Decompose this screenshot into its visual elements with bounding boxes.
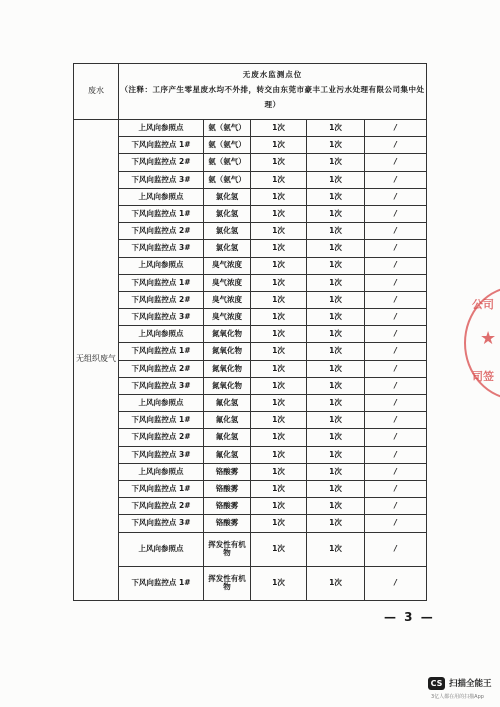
monitoring-point: 上风向参照点 (119, 463, 204, 480)
table-row (74, 480, 427, 497)
table-row (74, 532, 427, 566)
pollutant-name: 氯化氢 (204, 240, 251, 257)
monitoring-frequency: 1次 (251, 360, 307, 377)
scanner-app-name: 扫描全能王 (449, 679, 492, 689)
remark-cell: / (365, 291, 427, 308)
table-row (74, 257, 427, 274)
monitoring-frequency-2: 1次 (307, 309, 365, 326)
monitoring-point: 下风向监控点 2# (119, 291, 204, 308)
monitoring-point: 上风向参照点 (119, 395, 204, 412)
monitoring-point: 下风向监控点 1# (119, 274, 204, 291)
monitoring-frequency: 1次 (251, 240, 307, 257)
pollutant-name: 铬酸雾 (204, 480, 251, 497)
monitoring-frequency: 1次 (251, 188, 307, 205)
table-row (74, 395, 427, 412)
monitoring-frequency-2: 1次 (307, 377, 365, 394)
monitoring-frequency: 1次 (251, 377, 307, 394)
monitoring-frequency: 1次 (251, 257, 307, 274)
monitoring-frequency-2: 1次 (307, 360, 365, 377)
remark-cell: / (365, 515, 427, 532)
monitoring-point: 下风向监控点 1# (119, 205, 204, 222)
pollutant-name: 挥发性有机物 (204, 532, 251, 566)
pollutant-name: 铬酸雾 (204, 515, 251, 532)
monitoring-frequency-2: 1次 (307, 429, 365, 446)
remark-cell: / (365, 240, 427, 257)
pollutant-name: 氟化氢 (204, 429, 251, 446)
monitoring-point: 下风向监控点 3# (119, 446, 204, 463)
pollutant-name: 挥发性有机物 (204, 566, 251, 600)
pollutant-name: 氮氧化物 (204, 343, 251, 360)
page-number: — 3 — (384, 610, 435, 624)
monitoring-frequency: 1次 (251, 532, 307, 566)
remark-cell: / (365, 309, 427, 326)
table-row (74, 429, 427, 446)
table-row (74, 412, 427, 429)
remark-cell: / (365, 120, 427, 137)
remark-cell: / (365, 188, 427, 205)
monitoring-frequency: 1次 (251, 154, 307, 171)
monitoring-point: 上风向参照点 (119, 532, 204, 566)
remark-cell: / (365, 429, 427, 446)
pollutant-name: 氯化氢 (204, 223, 251, 240)
monitoring-frequency-2: 1次 (307, 515, 365, 532)
pollutant-name: 铬酸雾 (204, 463, 251, 480)
monitoring-point: 下风向监控点 1# (119, 480, 204, 497)
remark-cell: / (365, 480, 427, 497)
table-row (74, 171, 427, 188)
pollutant-name: 铬酸雾 (204, 498, 251, 515)
table-row (74, 188, 427, 205)
pollutant-name: 臭气浓度 (204, 274, 251, 291)
table-row (74, 326, 427, 343)
monitoring-frequency: 1次 (251, 309, 307, 326)
gas-category: 无组织废气 (74, 120, 119, 601)
pollutant-name: 氨（氨气） (204, 171, 251, 188)
table-row (74, 515, 427, 532)
wastewater-info (119, 64, 427, 120)
monitoring-frequency-2: 1次 (307, 446, 365, 463)
pollutant-name: 氨（氨气） (204, 120, 251, 137)
monitoring-point: 下风向监控点 1# (119, 412, 204, 429)
monitoring-frequency-2: 1次 (307, 171, 365, 188)
pollutant-name: 氟化氢 (204, 395, 251, 412)
remark-cell: / (365, 566, 427, 600)
table-row (74, 377, 427, 394)
remark-cell: / (365, 412, 427, 429)
pollutant-name: 氟化氢 (204, 412, 251, 429)
monitoring-point: 下风向监控点 3# (119, 240, 204, 257)
monitoring-frequency-2: 1次 (307, 343, 365, 360)
monitoring-frequency-2: 1次 (307, 566, 365, 600)
monitoring-point: 下风向监控点 2# (119, 154, 204, 171)
monitoring-frequency: 1次 (251, 446, 307, 463)
remark-cell: / (365, 343, 427, 360)
table-row (74, 154, 427, 171)
remark-cell: / (365, 498, 427, 515)
monitoring-frequency-2: 1次 (307, 498, 365, 515)
monitoring-point: 下风向监控点 1# (119, 137, 204, 154)
monitoring-point: 下风向监控点 1# (119, 566, 204, 600)
company-seal (458, 282, 500, 402)
remark-cell: / (365, 137, 427, 154)
table-row (74, 137, 427, 154)
monitoring-frequency: 1次 (251, 205, 307, 222)
table-row (74, 463, 427, 480)
wastewater-note: （注释：工序产生零星废水均不外排，转交由东莞市豪丰工业污水处理有限公司集中处理） (120, 85, 425, 109)
monitoring-frequency: 1次 (251, 429, 307, 446)
remark-cell: / (365, 377, 427, 394)
monitoring-point: 下风向监控点 3# (119, 171, 204, 188)
monitoring-point: 上风向参照点 (119, 120, 204, 137)
monitoring-point: 下风向监控点 2# (119, 498, 204, 515)
monitoring-frequency-2: 1次 (307, 412, 365, 429)
remark-cell: / (365, 274, 427, 291)
monitoring-table (73, 63, 427, 601)
monitoring-point: 下风向监控点 2# (119, 360, 204, 377)
monitoring-frequency-2: 1次 (307, 480, 365, 497)
monitoring-frequency: 1次 (251, 498, 307, 515)
table-row (74, 566, 427, 600)
wastewater-title: 无废水监测点位 (242, 70, 303, 80)
monitoring-frequency: 1次 (251, 291, 307, 308)
monitoring-point: 上风向参照点 (119, 326, 204, 343)
monitoring-point: 下风向监控点 3# (119, 377, 204, 394)
monitoring-frequency-2: 1次 (307, 240, 365, 257)
pollutant-name: 氯化氢 (204, 205, 251, 222)
monitoring-frequency: 1次 (251, 480, 307, 497)
monitoring-frequency: 1次 (251, 412, 307, 429)
remark-cell: / (365, 223, 427, 240)
monitoring-point: 下风向监控点 2# (119, 429, 204, 446)
monitoring-point: 上风向参照点 (119, 257, 204, 274)
remark-cell: / (365, 395, 427, 412)
pollutant-name: 氮氧化物 (204, 377, 251, 394)
monitoring-point: 下风向监控点 3# (119, 515, 204, 532)
monitoring-frequency: 1次 (251, 515, 307, 532)
monitoring-frequency-2: 1次 (307, 463, 365, 480)
monitoring-frequency: 1次 (251, 274, 307, 291)
remark-cell: / (365, 360, 427, 377)
remark-cell: / (365, 154, 427, 171)
table-row (74, 120, 427, 137)
pollutant-name: 臭气浓度 (204, 309, 251, 326)
seal-text-top: 公司 (472, 298, 494, 311)
monitoring-frequency: 1次 (251, 395, 307, 412)
remark-cell: / (365, 205, 427, 222)
table-row (74, 343, 427, 360)
monitoring-point: 下风向监控点 2# (119, 223, 204, 240)
camscanner-logo-icon: CS (428, 677, 445, 690)
monitoring-frequency: 1次 (251, 343, 307, 360)
pollutant-name: 氨（氨气） (204, 154, 251, 171)
monitoring-frequency: 1次 (251, 120, 307, 137)
monitoring-frequency: 1次 (251, 566, 307, 600)
monitoring-frequency: 1次 (251, 326, 307, 343)
pollutant-name: 氯化氢 (204, 188, 251, 205)
monitoring-point: 下风向监控点 1# (119, 343, 204, 360)
table-row (74, 240, 427, 257)
wastewater-category: 废水 (74, 64, 119, 120)
monitoring-frequency-2: 1次 (307, 532, 365, 566)
monitoring-point: 下风向监控点 3# (119, 309, 204, 326)
pollutant-name: 氟化氢 (204, 446, 251, 463)
monitoring-frequency-2: 1次 (307, 326, 365, 343)
pollutant-name: 臭气浓度 (204, 291, 251, 308)
table-row (74, 309, 427, 326)
remark-cell: / (365, 171, 427, 188)
monitoring-frequency-2: 1次 (307, 205, 365, 222)
monitoring-frequency-2: 1次 (307, 137, 365, 154)
monitoring-frequency: 1次 (251, 223, 307, 240)
monitoring-frequency: 1次 (251, 463, 307, 480)
monitoring-frequency-2: 1次 (307, 291, 365, 308)
table-row (74, 223, 427, 240)
remark-cell: / (365, 326, 427, 343)
monitoring-frequency-2: 1次 (307, 120, 365, 137)
remark-cell: / (365, 532, 427, 566)
table-row (74, 498, 427, 515)
remark-cell: / (365, 446, 427, 463)
monitoring-frequency-2: 1次 (307, 223, 365, 240)
scanner-app-subtitle: 3亿人都在用的扫描App (431, 694, 484, 700)
monitoring-frequency-2: 1次 (307, 188, 365, 205)
monitoring-frequency-2: 1次 (307, 257, 365, 274)
monitoring-frequency-2: 1次 (307, 274, 365, 291)
table-row (74, 446, 427, 463)
pollutant-name: 臭气浓度 (204, 257, 251, 274)
table-row (74, 205, 427, 222)
monitoring-frequency: 1次 (251, 137, 307, 154)
pollutant-name: 氨（氨气） (204, 137, 251, 154)
seal-text-bottom: 司签 (472, 370, 494, 383)
monitoring-point: 上风向参照点 (119, 188, 204, 205)
seal-star-icon: ★ (480, 328, 497, 349)
wastewater-row (74, 64, 427, 120)
table-row (74, 274, 427, 291)
remark-cell: / (365, 257, 427, 274)
monitoring-frequency: 1次 (251, 171, 307, 188)
monitoring-frequency-2: 1次 (307, 154, 365, 171)
remark-cell: / (365, 463, 427, 480)
monitoring-frequency-2: 1次 (307, 395, 365, 412)
table-row (74, 291, 427, 308)
pollutant-name: 氮氧化物 (204, 360, 251, 377)
table-row (74, 360, 427, 377)
pollutant-name: 氮氧化物 (204, 326, 251, 343)
